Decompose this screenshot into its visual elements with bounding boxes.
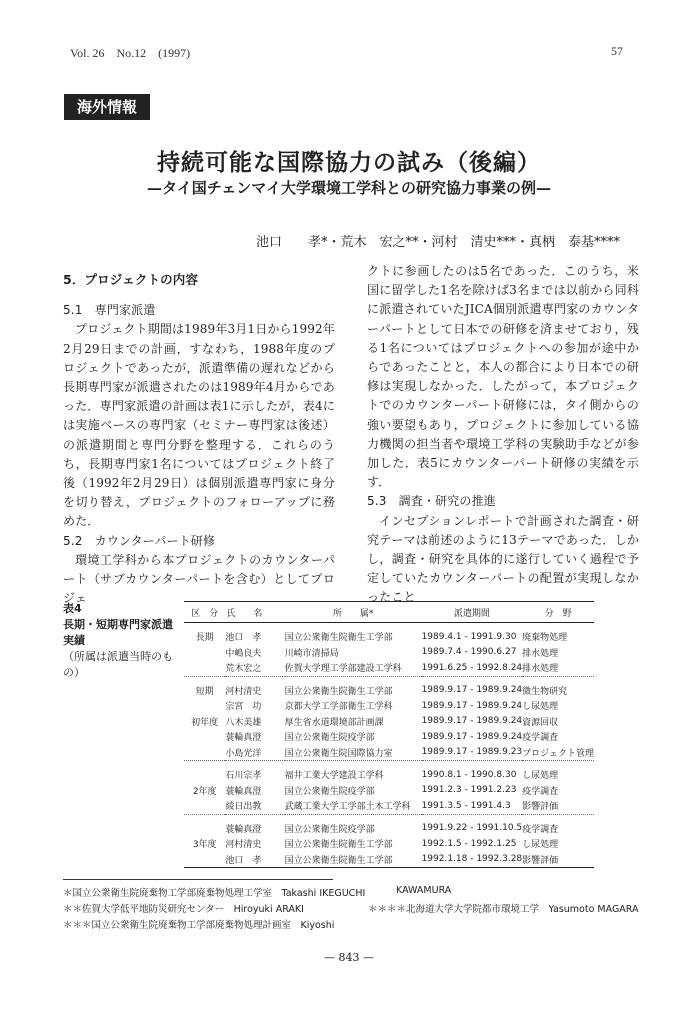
table-cell: 1989.4.1 - 1991.9.30 bbox=[421, 631, 517, 642]
table-cell: 京都大学工学部衛生工学科 bbox=[284, 702, 393, 713]
table-cell: 佐賀大学理工学部建設工学科 bbox=[284, 664, 402, 675]
table-cell: 排水処理 bbox=[522, 664, 559, 675]
table-row bbox=[184, 745, 594, 761]
table-cell: 国立公衆衛生院衛生工学部 bbox=[285, 852, 422, 868]
table-cell: 1989.9.17 - 1989.9.24 bbox=[421, 700, 523, 711]
table-cell bbox=[184, 698, 225, 714]
table-cell: し尿処理 bbox=[522, 702, 559, 713]
table-cell: 1991.2.3 - 1991.2.23 bbox=[421, 785, 517, 796]
table-row bbox=[184, 852, 594, 868]
table-cell: 国立公衆衛生院衛生工学部 bbox=[284, 633, 393, 644]
section-badge: 海外情報 bbox=[64, 94, 150, 120]
col-header: 派遣期間 bbox=[422, 602, 523, 623]
page-number: — 843 — bbox=[324, 951, 374, 964]
table-cell bbox=[184, 729, 225, 745]
table4-caption bbox=[63, 601, 181, 681]
table-cell: 国立公衆衛生院衛生工学部 bbox=[285, 676, 422, 698]
table-row bbox=[184, 729, 594, 745]
table4-body bbox=[184, 623, 594, 868]
table-cell bbox=[184, 798, 225, 814]
table-cell: 厚生省水道環境部計画課 bbox=[284, 717, 384, 728]
caption-line: の） bbox=[63, 666, 85, 679]
table-cell: 影響評価 bbox=[522, 802, 559, 813]
table4 bbox=[184, 601, 594, 868]
table-cell: 資源回収 bbox=[522, 717, 559, 728]
table-cell bbox=[184, 745, 225, 761]
table-cell: 1989.9.17 - 1989.9.24 bbox=[421, 716, 523, 727]
table-cell: 初年度 bbox=[191, 717, 219, 728]
table-row bbox=[184, 645, 594, 661]
table-cell: 1992.1.5 - 1992.1.25 bbox=[421, 838, 517, 849]
table-cell: 短期 bbox=[184, 676, 225, 698]
table-row bbox=[184, 676, 594, 698]
table-cell: 中嶋良夫 bbox=[225, 648, 262, 659]
table-cell: 長期 bbox=[195, 633, 214, 644]
footnote: ＊＊佐賀大学低平地防災研究センター Hiroyuki ARAKI bbox=[63, 904, 304, 915]
table-cell: 疫学調査 bbox=[522, 733, 559, 744]
volume-header: Vol. 26 No.12 (1997) bbox=[70, 46, 191, 60]
table-row bbox=[184, 660, 594, 676]
footnote: ＊＊＊＊北海道大学大学院都市環境工学 Yasumoto MAGARA bbox=[368, 904, 639, 915]
col-header: 区 分 bbox=[184, 602, 225, 623]
heading-5-1: 5.1 専門家派遣 bbox=[63, 303, 156, 318]
article-title: 持続可能な国際協力の試み（後編） bbox=[157, 149, 541, 176]
heading-5-3: 5.3 調査・研究の推進 bbox=[367, 494, 496, 509]
caption-line: 表4 bbox=[63, 602, 82, 615]
table-row bbox=[184, 798, 594, 814]
table-cell: 池口 孝 bbox=[225, 852, 284, 868]
table-cell: 1991.6.25 - 1992.8.24 bbox=[421, 662, 523, 673]
table-cell: 綾日出教 bbox=[225, 802, 262, 813]
table-cell bbox=[184, 660, 225, 676]
table-cell: 福井工業大学建設工学科 bbox=[285, 761, 422, 783]
table-cell: 1991.9.22 - 1991.10.5 bbox=[422, 814, 523, 836]
table-cell: 1989.7.4 - 1990.6.27 bbox=[421, 647, 517, 658]
table-cell: 疫学調査 bbox=[522, 814, 594, 836]
table-row bbox=[184, 698, 594, 714]
table-row bbox=[184, 836, 594, 852]
table-cell: 3年度 bbox=[192, 840, 217, 851]
paragraph: 環境工学科から本プロジェクトのカウンターパート（サブカウンターパートを含む）としてプロジェ bbox=[63, 552, 335, 606]
col-header: 所 属* bbox=[285, 602, 422, 623]
paragraph: プロジェクト期間は1989年3月1日から1992年2月29日までの計画，すなわち，1988年度のプロジェクトであったが，派遣準備の遅れなどから長期専門家が派遣されたのは1989年4月からであった．専門家派遣の計画は表1に示したが，表4には実施ベースの専門家（セミナー専門家は後述）の派遣期間と専門分野を整理する．これらのうち，長期専門家1名についてはプロジェクト終了後（1992年2月29日）は個別派遣専門家に身分を切り替え，プロジェクトのフォローアップに務めた． bbox=[63, 322, 335, 529]
table-cell: 武蔵工業大学工学部土木工学科 bbox=[284, 802, 411, 813]
table-cell bbox=[184, 814, 225, 836]
table-cell: プロジェクト管理 bbox=[522, 748, 594, 759]
table-cell bbox=[184, 761, 225, 783]
caption-line: （所属は派遣当時のも bbox=[63, 650, 173, 663]
footnote-rule bbox=[63, 879, 333, 880]
table-cell: 蓑輪真澄 bbox=[225, 814, 284, 836]
table-cell: 国立公衆衛生院衛生工学部 bbox=[284, 840, 393, 851]
table-row bbox=[184, 761, 594, 783]
table-cell: 国立公衆衛生院国際協力室 bbox=[284, 748, 393, 759]
table-cell: 1989.9.17 - 1989.9.23 bbox=[421, 747, 523, 758]
heading-5-2: 5.2 カウンターパート研修 bbox=[63, 533, 216, 548]
footnote: ＊国立公衆衛生院廃棄物工学部廃棄物処理工学室 Takashi IKEGUCHI bbox=[63, 888, 366, 899]
table-cell: 微生物研究 bbox=[522, 676, 594, 698]
table-cell: 荒木宏之 bbox=[225, 664, 262, 675]
table-cell: 1989.9.17 - 1989.9.24 bbox=[422, 676, 523, 698]
table-cell: 1992.1.18 - 1992.3.28 bbox=[422, 852, 523, 868]
table-cell: 排水処理 bbox=[522, 648, 559, 659]
table-cell: 国立公衆衛生院疫学部 bbox=[285, 814, 422, 836]
table-cell: 八木美雄 bbox=[225, 717, 262, 728]
table-row bbox=[184, 783, 594, 799]
table-cell: 2年度 bbox=[192, 786, 217, 797]
table-cell: 1990.8.1 - 1990.8.30 bbox=[422, 761, 523, 783]
table-cell bbox=[184, 852, 225, 868]
table-cell: 国立公衆衛生院疫学部 bbox=[284, 786, 375, 797]
page-header-number: 57 bbox=[611, 44, 623, 58]
paragraph: インセプションレポートで計画された調査・研究テーマは前述のように13テーマであった．しかし，調査・研究を具体的に遂行していく過程で予定していたカウンターパートの配置が実現しなかったこと bbox=[367, 513, 639, 605]
col-header: 氏 名 bbox=[225, 602, 284, 623]
table-cell: 小島光洋 bbox=[225, 748, 262, 759]
authors: 池口 孝*・荒木 宏之**・河村 清史***・真柄 泰基**** bbox=[256, 235, 621, 250]
caption-line: 実績 bbox=[63, 634, 85, 647]
table-cell: し尿処理 bbox=[522, 761, 594, 783]
footnote: KAWAMURA bbox=[396, 885, 452, 896]
heading-section-5: 5．プロジェクトの内容 bbox=[63, 272, 199, 287]
table-cell: 1989.9.17 - 1989.9.24 bbox=[421, 731, 523, 742]
left-column bbox=[63, 264, 335, 608]
table-cell: 河村清史 bbox=[225, 840, 262, 851]
table-cell bbox=[184, 645, 225, 661]
table-cell: 河村清史 bbox=[225, 676, 284, 698]
col-header: 分 野 bbox=[522, 602, 594, 623]
table-cell: 池口 孝 bbox=[225, 633, 262, 644]
footnote: ＊＊＊国立公衆衛生院廃棄物工学部廃棄物処理計画室 Kiyoshi bbox=[63, 920, 335, 931]
caption-line: 長期・短期専門家派遣 bbox=[63, 618, 173, 631]
table-cell: 1991.3.5 - 1991.4.3 bbox=[421, 800, 511, 811]
article-subtitle: —タイ国チェンマイ大学環境工学科との研究協力事業の例— bbox=[147, 179, 551, 197]
table-cell: 蓑輪真澄 bbox=[225, 733, 262, 744]
table-row bbox=[184, 814, 594, 836]
table-cell: 川崎市清掃局 bbox=[284, 648, 339, 659]
table-cell: 宗宮 功 bbox=[225, 702, 262, 713]
paragraph: クトに参画したのは5名であった．このうち，米国に留学した1名を除けば3名までは以前から同科に派遣されていたJICA個別派遣専門家のカウンターパートとして日本での研修を済ませており，残る1名についてはプロジェクトへの参加が途中からであったことと，本人の都合により日本での研修は実現しなかった．したがって，本プロジェクトでのカウンターパート研修には，タイ側からの強い要望もあり，プロジェクトに参加している協力機関の担当者や環境工学科の実験助手などが参加した．表5にカウンターパート研修の実績を示す． bbox=[367, 264, 639, 490]
table-cell: 石川宗孝 bbox=[225, 761, 284, 783]
table-cell: 疫学調査 bbox=[522, 786, 559, 797]
table-cell: 国立公衆衛生院疫学部 bbox=[284, 733, 375, 744]
table-cell: 廃棄物処理 bbox=[522, 633, 568, 644]
table-row bbox=[184, 623, 594, 645]
table-row bbox=[184, 714, 594, 730]
table-cell: 影響評価 bbox=[522, 852, 594, 868]
right-column bbox=[367, 262, 639, 608]
table-cell: 蓑輪真澄 bbox=[225, 786, 262, 797]
table-cell: し尿処理 bbox=[522, 840, 559, 851]
